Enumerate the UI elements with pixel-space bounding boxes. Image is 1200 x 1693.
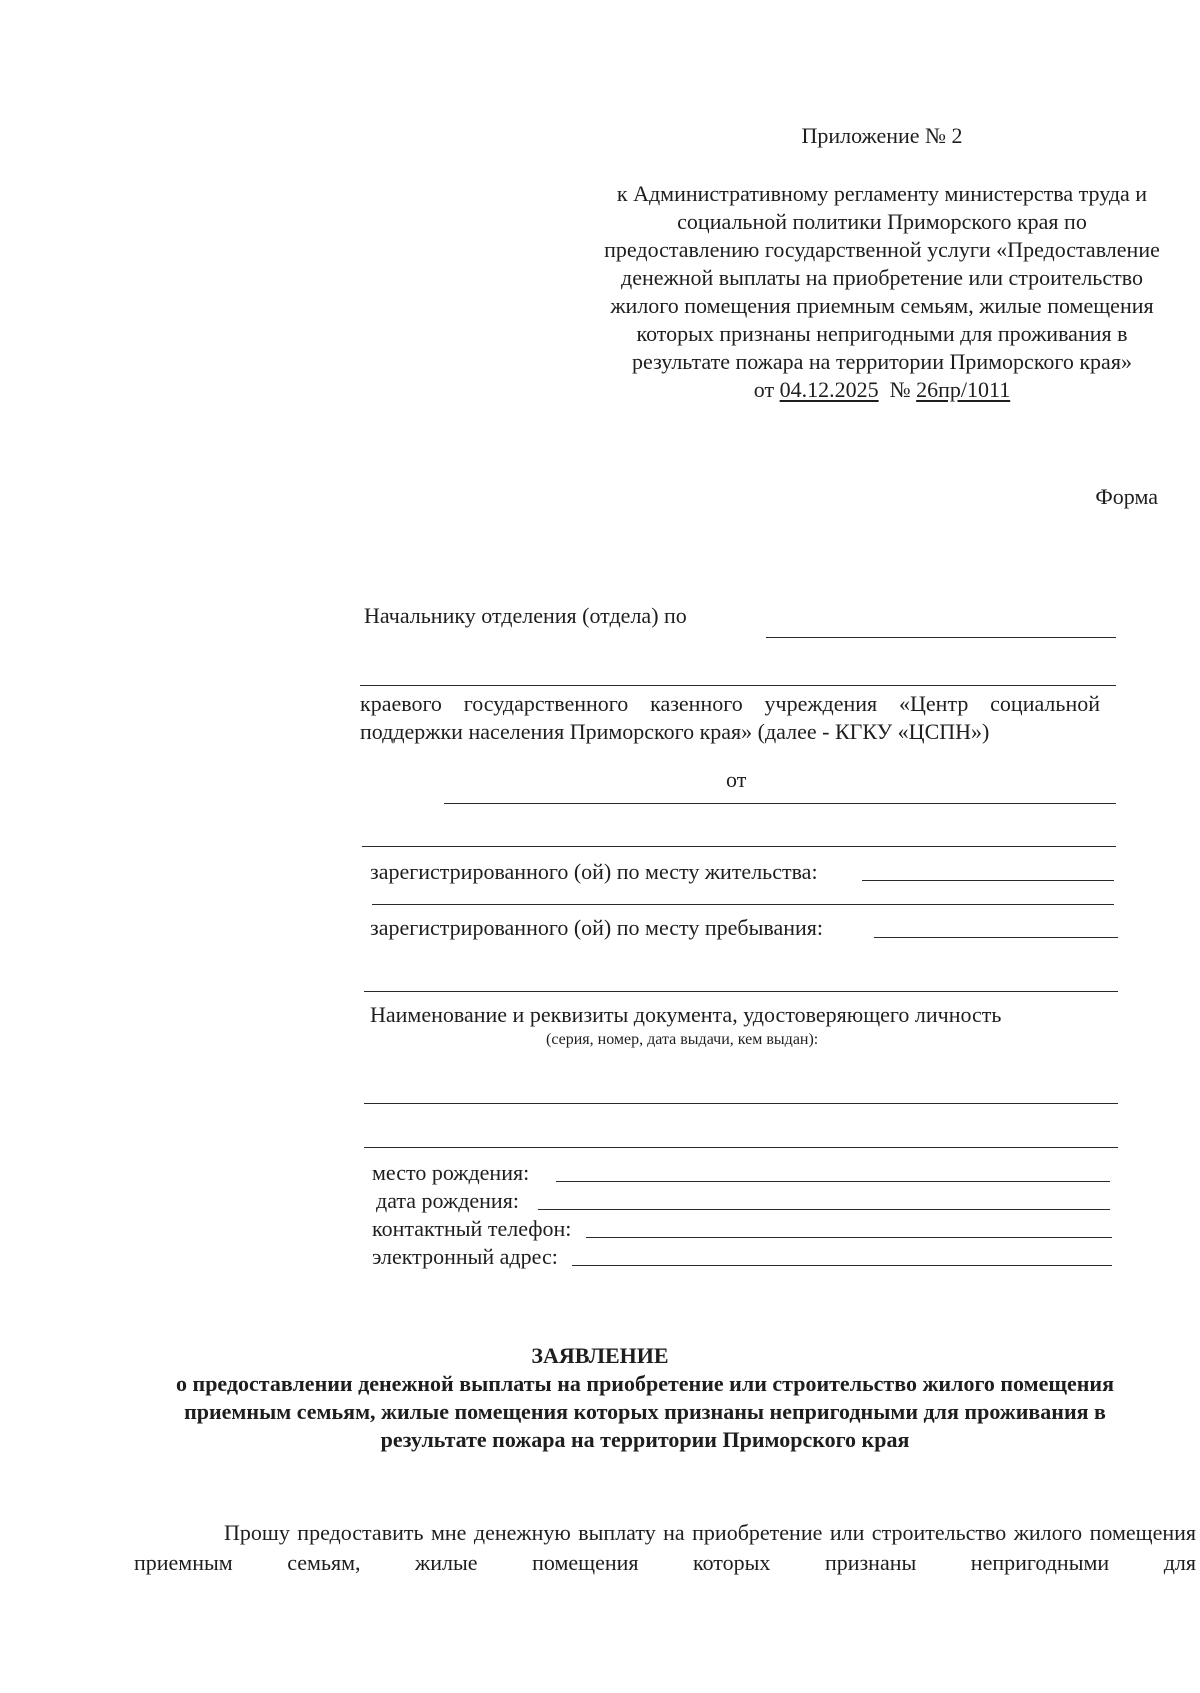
id-doc-field-continued[interactable] [364, 1147, 1118, 1148]
department-field-continued[interactable] [360, 685, 1116, 686]
appendix-number: 26пр/1011 [916, 377, 1011, 402]
reg-residence-field[interactable] [862, 880, 1114, 881]
reg-stay-label: зарегистрированного (ой) по месту пребывания: [370, 915, 823, 940]
appendix-date: 04.12.2025 [779, 377, 879, 402]
appendix-title: Приложение № 2 [801, 123, 963, 148]
id-doc-field[interactable] [364, 1103, 1118, 1104]
statement-title: ЗАЯВЛЕНИЕ [531, 1343, 669, 1368]
reg-stay-field[interactable] [874, 937, 1118, 938]
appendix-regulation-text: к Административному регламенту министерства труда и социальной политики Приморского края по предоставлению государственной услуги «Предоставление денежной выплаты на приобретение или строительство жилого помещения приемным семьям, жилые помещения которых признаны непригодными для проживания в результате пожара на территории Приморского края» [604, 181, 1160, 374]
statement-subtitle: о предоставлении денежной выплаты на приобретение или строительство жилого помещения приемным семьям, жилые помещения которых признаны непригодными для проживания в результате пожара на территории Приморского края [176, 1371, 1114, 1452]
to-head-label: Начальнику отделения (отдела) по [364, 603, 687, 628]
reg-residence-field-continued[interactable] [372, 904, 1114, 905]
birth-place-field[interactable] [556, 1181, 1110, 1182]
id-doc-label: Наименование и реквизиты документа, удостоверяющего личность [370, 1002, 1002, 1027]
id-doc-hint: (серия, номер, дата выдачи, кем выдан): [546, 1031, 819, 1048]
applicant-name-field-continued[interactable] [362, 846, 1116, 847]
phone-label: контактный телефон: [372, 1216, 572, 1241]
email-label: электронный адрес: [372, 1244, 558, 1269]
birth-place-label: место рождения: [372, 1160, 530, 1185]
appendix-date-prefix: от [753, 377, 775, 402]
birth-date-label: дата рождения: [376, 1188, 519, 1213]
department-field[interactable] [766, 637, 1116, 638]
phone-field[interactable] [586, 1237, 1112, 1238]
appendix-text [600, 180, 1164, 404]
body-paragraph: Прошу предоставить мне денежную выплату на приобретение или строительство жилого помещения приемным семьям, жилые помещения которых признаны непригодными для [134, 1520, 1196, 1575]
form-label: Форма [1095, 484, 1158, 509]
from-label: от [726, 767, 747, 792]
reg-stay-field-continued[interactable] [364, 991, 1118, 992]
email-field[interactable] [572, 1265, 1112, 1266]
birth-date-field[interactable] [538, 1209, 1110, 1210]
institution-text: краевого государственного казенного учреждения «Центр социальной поддержки населения Приморского края» (далее - КГКУ «ЦСПН») [360, 691, 1100, 744]
appendix-number-prefix: № [889, 377, 911, 402]
applicant-name-field[interactable] [444, 803, 1116, 804]
reg-residence-label: зарегистрированного (ой) по месту жительства: [370, 859, 818, 884]
